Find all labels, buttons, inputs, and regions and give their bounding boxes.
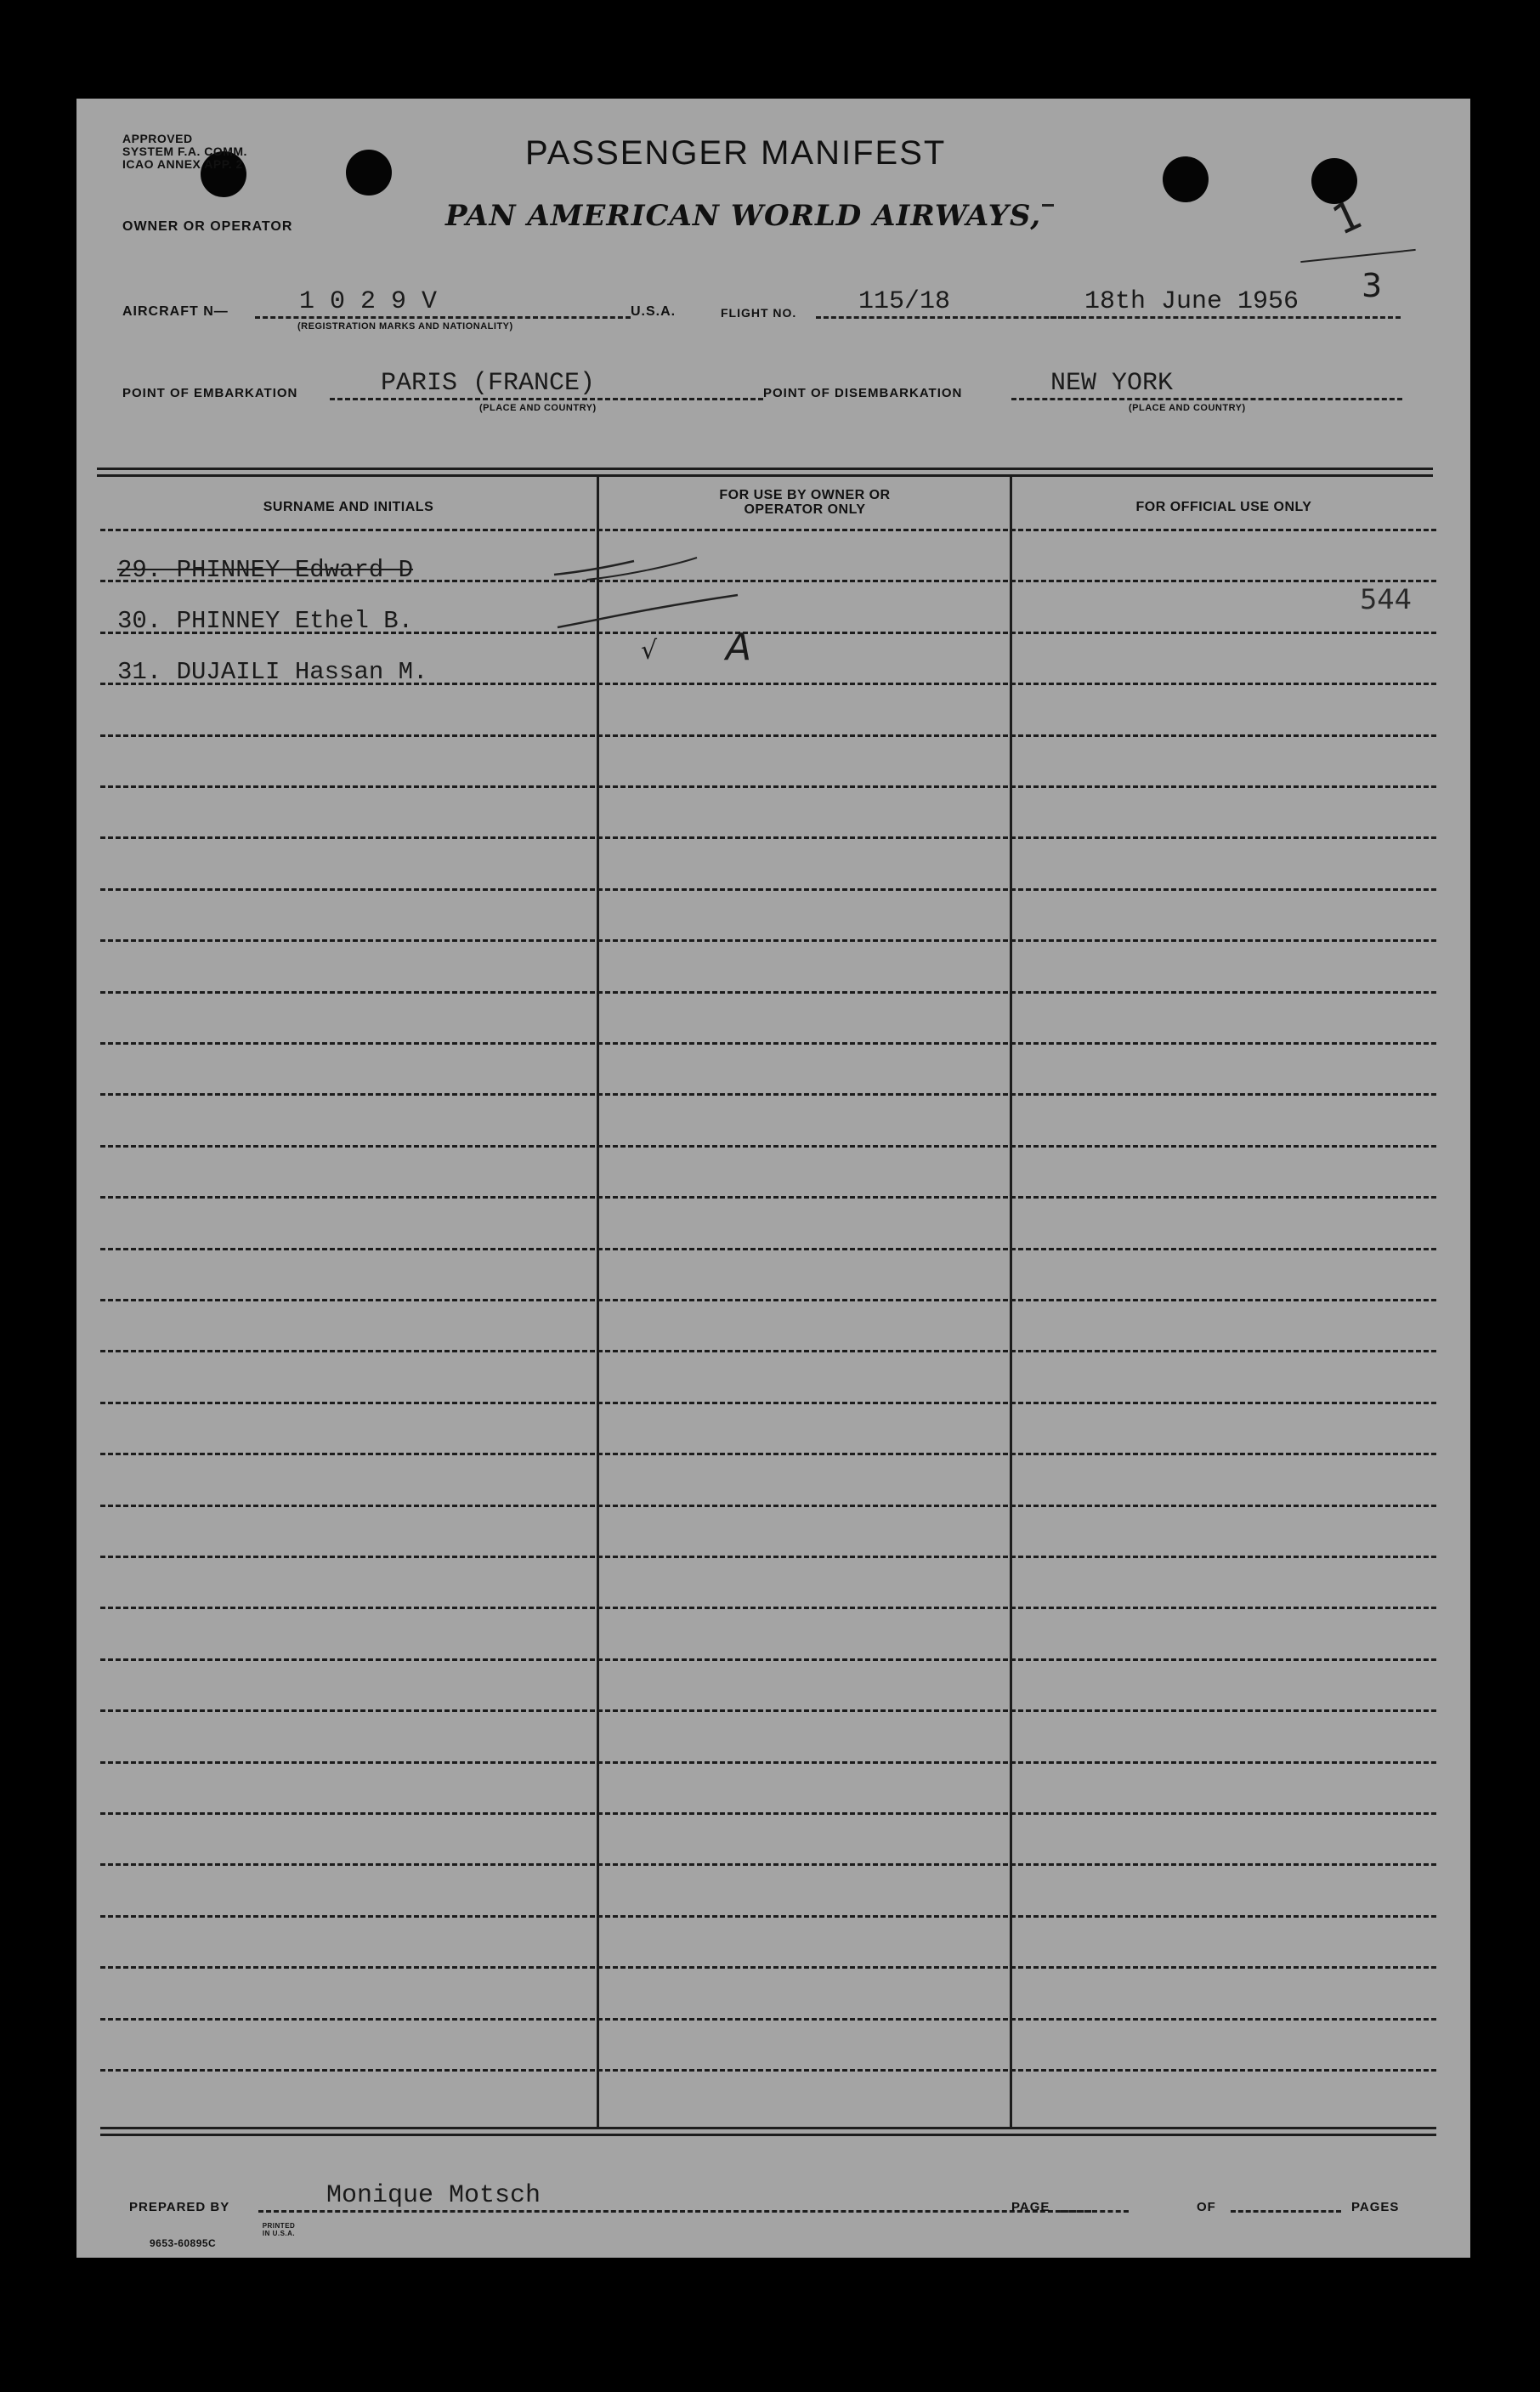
table-bottom-rule [100, 2127, 1436, 2129]
disembarkation-label: POINT OF DISEMBARKATION [763, 386, 963, 400]
row-rule [100, 1196, 1436, 1199]
flight-field-line [816, 316, 1079, 319]
form-title: PASSENGER MANIFEST [525, 134, 947, 172]
side-number: 544 [1360, 583, 1413, 615]
flight-date: 18th June 1956 [1084, 287, 1299, 316]
owner-label: OWNER OR OPERATOR [122, 219, 293, 234]
page-label: PAGE [1011, 2200, 1050, 2214]
row-rule [100, 1093, 1436, 1096]
punch-hole [1163, 156, 1209, 202]
row-rule [100, 1453, 1436, 1455]
disembarkation-place: NEW YORK [1050, 369, 1174, 398]
row-rule [100, 1761, 1436, 1764]
disembarkation-field-line [1011, 398, 1402, 400]
row-rule [100, 1505, 1436, 1507]
of-label: OF [1197, 2200, 1216, 2214]
row-rule [100, 2069, 1436, 2072]
aircraft-field-line [255, 316, 631, 319]
prepared-label: PREPARED BY [129, 2200, 230, 2214]
row-rule [100, 939, 1436, 942]
embarkation-sublabel: (PLACE AND COUNTRY) [479, 403, 597, 413]
flight-label: FLIGHT NO. [721, 306, 797, 320]
prepared-by: Monique Motsch [326, 2181, 541, 2210]
column-divider [597, 477, 599, 2128]
handwritten-line [1300, 249, 1415, 263]
embarkation-label: POINT OF EMBARKATION [122, 386, 298, 400]
row-rule [100, 785, 1436, 788]
row-rule [100, 1863, 1436, 1866]
row-rule [100, 1966, 1436, 1969]
approved-line: ICAO ANNEX APP. 2 [122, 157, 243, 171]
of-field-line [1231, 2210, 1341, 2213]
row-rule [100, 1607, 1436, 1609]
row-rule [100, 1042, 1436, 1045]
table-bottom-rule [100, 2134, 1436, 2136]
dash-mark [1042, 204, 1054, 207]
row-rule [100, 1248, 1436, 1250]
passenger-entry: 29. PHINNEY Edward D [117, 556, 414, 584]
row-rule [100, 1402, 1436, 1404]
header-official-use: FOR OFFICIAL USE ONLY [1135, 500, 1312, 514]
approved-line: APPROVED [122, 132, 193, 145]
date-field-line [1050, 316, 1401, 319]
flight-number: 115/18 [858, 287, 951, 316]
passenger-entry: 30. PHINNEY Ethel B. [117, 607, 414, 635]
form-code: 9653-60895C [150, 2237, 217, 2249]
aircraft-label: AIRCRAFT N— [122, 304, 229, 319]
disembarkation-sublabel: (PLACE AND COUNTRY) [1129, 403, 1246, 413]
row-rule [100, 2018, 1436, 2021]
printed-mark: PRINTED IN U.S.A. [262, 2222, 296, 2237]
header-surname: SURNAME AND INITIALS [263, 500, 434, 514]
row-rule [100, 836, 1436, 839]
row-rule [100, 734, 1436, 737]
handwritten-mark: 1 [1325, 190, 1369, 245]
table-top-rule [97, 468, 1433, 470]
punch-hole [346, 150, 392, 196]
aircraft-sublabel: (REGISTRATION MARKS AND NATIONALITY) [297, 321, 513, 332]
row-rule [100, 1812, 1436, 1815]
row-rule [100, 1658, 1436, 1661]
row-rule [100, 1915, 1436, 1918]
page-field-line [1061, 2210, 1129, 2213]
row-rule [100, 1350, 1436, 1352]
usa-label: U.S.A. [631, 304, 677, 319]
handwritten-page-number: 3 [1362, 267, 1383, 304]
row-rule [100, 1709, 1436, 1712]
pages-label: PAGES [1351, 2200, 1400, 2214]
passenger-entry: 31. DUJAILI Hassan M. [117, 658, 428, 686]
airline-name: PAN AMERICAN WORLD AIRWAYS, [445, 199, 1042, 233]
row-rule [100, 991, 1436, 994]
row-rule [100, 1145, 1436, 1148]
manifest-sheet [76, 99, 1470, 2258]
row-rule [100, 888, 1436, 891]
handwritten-letter: A [726, 626, 752, 669]
row-rule [100, 1299, 1436, 1301]
row-rule [100, 529, 1436, 531]
approved-block [122, 133, 247, 171]
header-operator-use: FOR USE BY OWNER OR OPERATOR ONLY [719, 488, 891, 517]
column-divider [1010, 477, 1012, 2128]
aircraft-number: 1 0 2 9 V [299, 287, 438, 316]
embarkation-field-line [330, 398, 763, 400]
embarkation-place: PARIS (FRANCE) [381, 369, 596, 398]
prepared-field-line [258, 2210, 1091, 2213]
handwritten-check: √ [641, 636, 658, 666]
table-top-rule [97, 474, 1433, 477]
row-rule [100, 1556, 1436, 1558]
approved-line: SYSTEM F.A. COMM. [122, 145, 247, 158]
